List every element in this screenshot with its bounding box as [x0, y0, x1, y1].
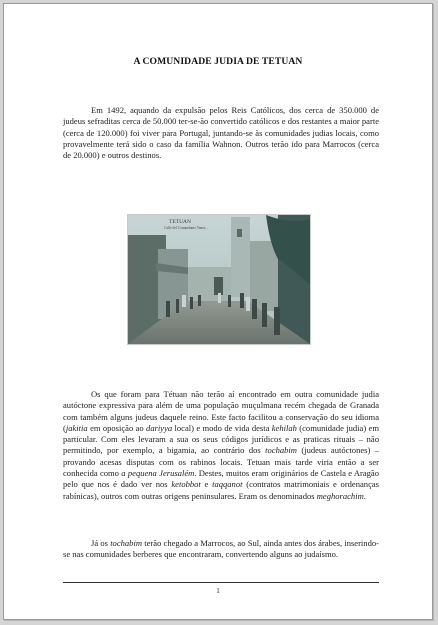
- text-run: em oposição ao: [87, 422, 147, 433]
- tetuan-street-photo: [127, 214, 311, 345]
- paragraph-2: [63, 389, 379, 502]
- italic-term: tochabim: [265, 445, 297, 456]
- italic-term: ketobbot: [171, 479, 201, 490]
- text-run: e: [200, 479, 213, 490]
- text-run: Já os: [91, 538, 111, 548]
- italic-term: kehilah: [271, 422, 297, 433]
- text-run: .: [363, 490, 366, 501]
- italic-term: tochabim: [110, 538, 142, 548]
- italic-term: taqqanot: [212, 479, 243, 490]
- page-number: 1: [216, 587, 220, 595]
- text-run: (contratos matrimoniais e ordenanças rabínicas), outros com outras origens peninsulares. Eram os denominados: [63, 479, 379, 501]
- text-run: (comunidade judia) em particular. Com eles levaram a sua os seus códigos jurídicos e as praticas rituais – não permitindo, por exemplo, a bigamia, ao contrário dos: [63, 422, 379, 456]
- italic-term: jakitia: [65, 422, 88, 433]
- photo-illustration: [128, 215, 310, 344]
- document-page: [3, 3, 433, 620]
- italic-term: dariyya: [146, 422, 173, 433]
- photo-caption-subtitle: Calle del Comandante Yanes...: [164, 226, 209, 230]
- paragraph-3-text: [63, 538, 379, 559]
- italic-term: a pequena Jerusalém: [121, 468, 195, 479]
- photo-tint: [128, 215, 310, 344]
- text-run: terão chegado a Marrocos, ao Sul, ainda antes dos árabes, inserindo-se nas comunidades berberes que encontraram, convertendo alguns ao judaísmo.: [63, 538, 379, 560]
- text-run: local) e modo de vida desta: [172, 422, 272, 433]
- photo-caption-title: TETUAN: [169, 219, 191, 225]
- text-run: (judeus autóctones) – provando acesas disputas com os rabinos locais. Tetuan mais tarde viria então a ser conhecida como: [63, 445, 379, 479]
- text-run: Os que foram para Tétuan não terão aí encontrado em outra comunidade judia autóctone expressiva para além de uma população muçulmana recém chegada de Granada com também alguns judeus daquele reino. Este facto facilitou a conservação do seu idioma (: [63, 389, 379, 433]
- page-title: A COMUNIDADE JUDIA DE TETUAN: [133, 56, 303, 67]
- paragraph-3: [63, 538, 379, 561]
- italic-term: meghorachim: [316, 490, 364, 501]
- footer-divider: [63, 582, 379, 583]
- paragraph-1: [63, 105, 379, 161]
- text-run: . Destes, muitos eram originários de Castela e Aragão pelo que nos é dado ver nos: [63, 468, 379, 490]
- paragraph-1-text: Em 1492, aquando da expulsão pelos Reis Católicos, dos cerca de 350.000 de judeus sefraditas cerca de 50.000 ter-se-ão convertido católicos e dos restantes a maior parte (cerca de 120.000) foi viver para Portugal, juntando-se às comunidades judias locais, como provavelmente terá sido o caso da família Wahnon. Outros terão ido para Marrocos (cerca de 20.000) e outros destinos.: [63, 105, 379, 161]
- paragraph-2-text: [63, 389, 379, 501]
